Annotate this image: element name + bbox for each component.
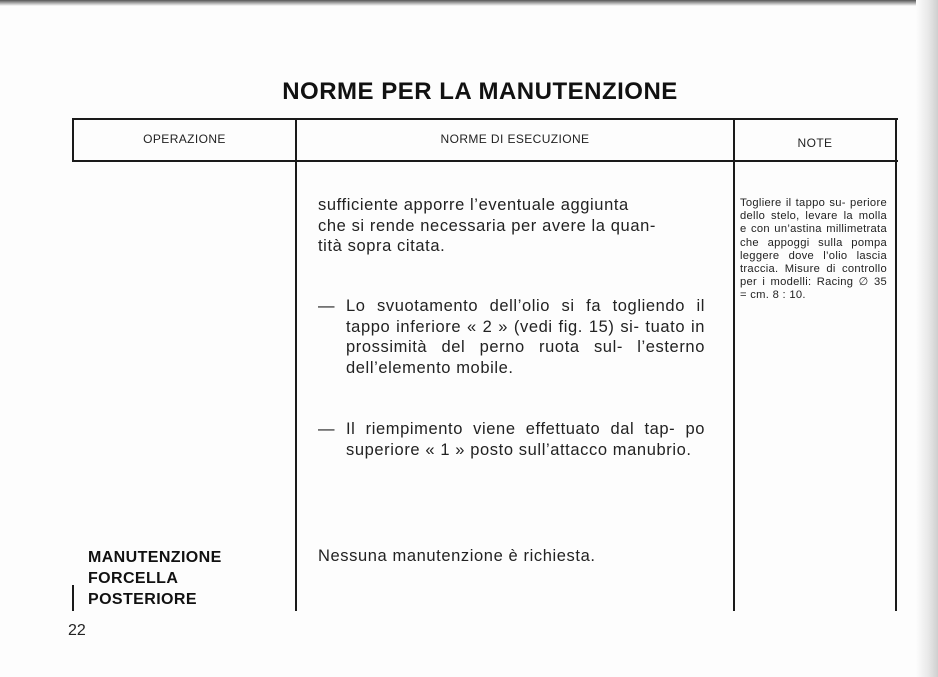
- table-right-border: [895, 118, 897, 611]
- table-header-divider: [72, 160, 898, 162]
- table-column-divider-1: [295, 118, 297, 611]
- page-number: 22: [68, 622, 86, 639]
- page-title: NORME PER LA MANUTENZIONE: [282, 78, 678, 105]
- operazione-label: MANUTENZIONE FORCELLA POSTERIORE: [88, 549, 222, 608]
- note-text: Togliere il tappo su- periore dello stelo, levare la molla e con un’astina millimetrata che appoggi sulla pompa leggere dove l’olio lascia traccia. Misure di controllo per i modelli: Racing ∅ 35 = cm. 8 : 10.: [740, 197, 887, 302]
- header-note: NOTE: [797, 136, 833, 150]
- table-column-divider-2: [733, 118, 735, 611]
- table-top-border: [72, 118, 898, 120]
- dash-bullet: —: [318, 297, 336, 315]
- norme-text: Nessuna manutenzione è richiesta.: [318, 547, 596, 565]
- list-item-text: Il riempimento viene effettuato dal tap- po superiore « 1 » posto sull’attacco manubrio.: [346, 420, 705, 459]
- page-top-shadow: [0, 0, 938, 6]
- norme-list-item: [318, 296, 705, 378]
- table-left-border-lower: [72, 585, 74, 611]
- header-operazione: OPERAZIONE: [143, 132, 226, 146]
- norme-paragraph: sufficiente apporre l’eventuale aggiunta che si rende necessaria per avere la quan- tità sopra citata.: [318, 196, 656, 255]
- dash-bullet: —: [318, 420, 336, 438]
- header-norme: NORME DI ESECUZIONE: [440, 132, 590, 146]
- list-item-text: Lo svuotamento dell’olio si fa togliendo il tappo inferiore « 2 » (vedi fig. 15) si- tuato in prossimità del perno ruota sul- l’esterno dell’elemento mobile.: [346, 297, 705, 377]
- norme-list-item: [318, 419, 705, 460]
